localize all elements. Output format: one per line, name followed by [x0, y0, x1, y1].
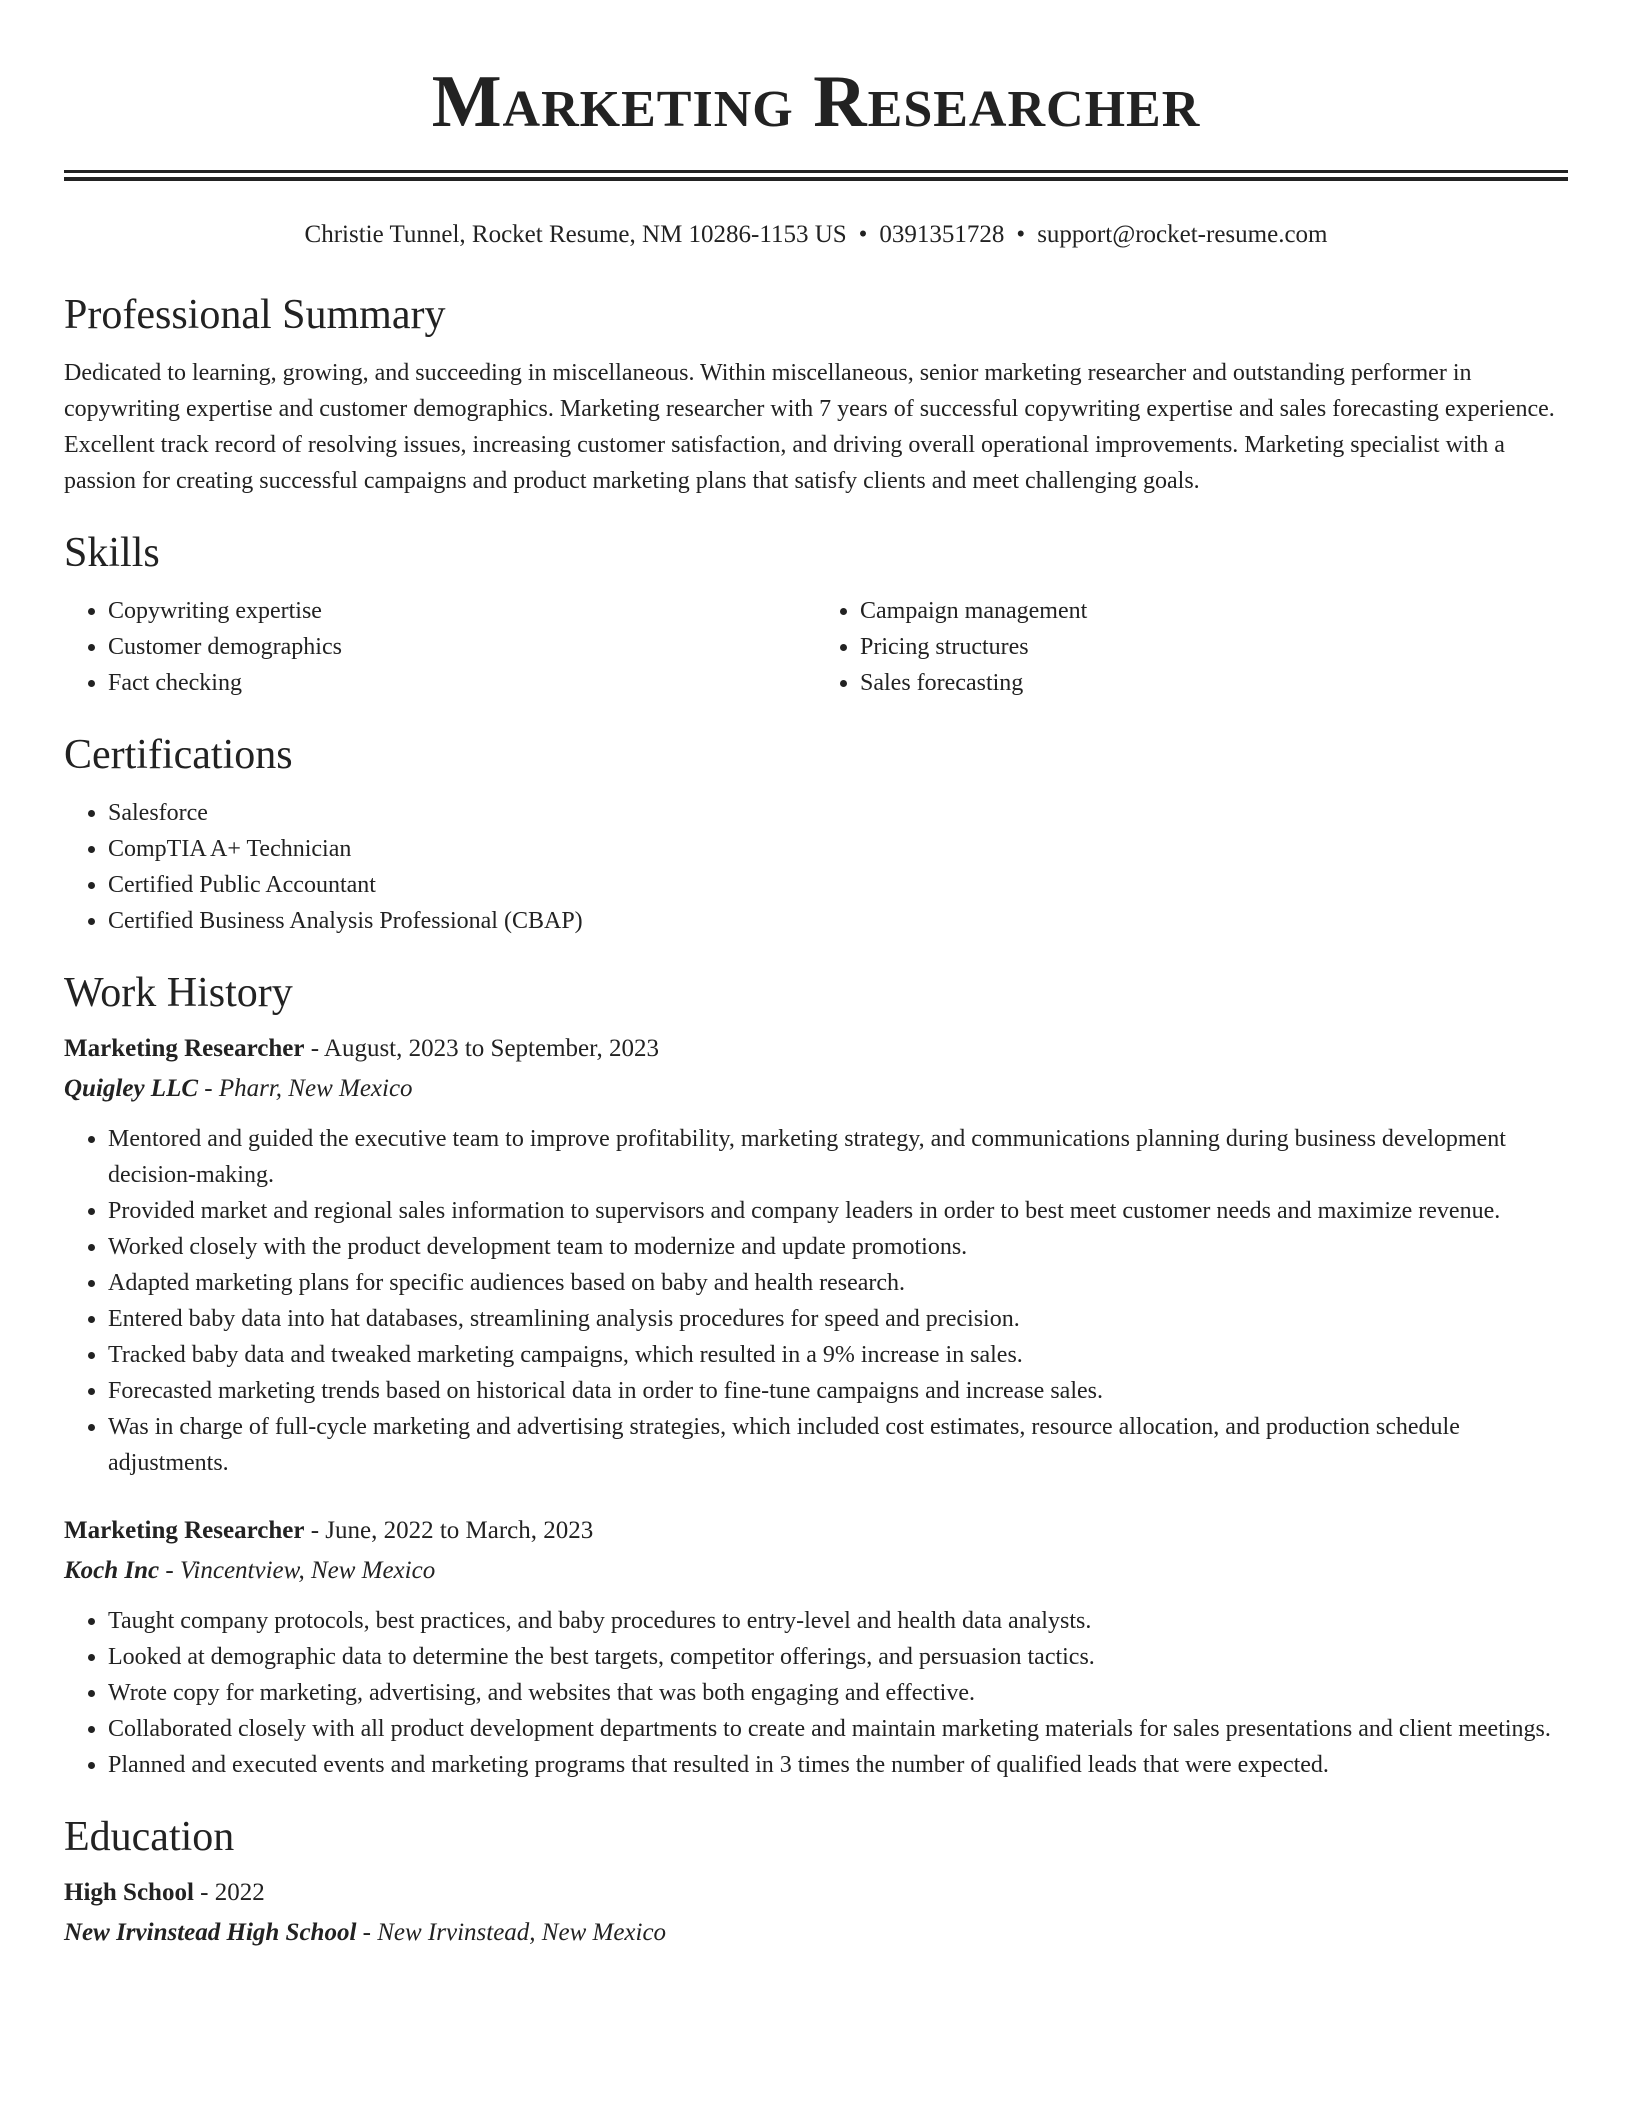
job-bullet: • Entered baby data into hat databases, streamlining analysis procedures for speed and precision.: [108, 1301, 1568, 1337]
contact-phone: 0391351728: [879, 221, 1005, 248]
job-bullet: • Looked at demographic data to determine the best targets, competitor offerings, and persuasion tactics.: [108, 1639, 1568, 1675]
job-company-line: [64, 1069, 1568, 1109]
job-dates: - June, 2022 to March, 2023: [304, 1517, 594, 1544]
skill-item: • Campaign management: [860, 593, 1568, 629]
job-location: - Pharr, New Mexico: [198, 1075, 413, 1102]
contact-address: Christie Tunnel, Rocket Resume, NM 10286-1153 US: [304, 221, 847, 248]
job-bullet: • Taught company protocols, best practices, and baby procedures to entry-level and health data analysts.: [108, 1603, 1568, 1639]
education-degree-line: [64, 1873, 1568, 1913]
job-location: - Vincentview, New Mexico: [159, 1557, 436, 1584]
job-bullet: • Worked closely with the product development team to modernize and update promotions.: [108, 1229, 1568, 1265]
certification-item: • Salesforce: [108, 795, 1568, 831]
job-entry: [64, 1029, 1568, 1481]
job-bullet: • Adapted marketing plans for specific audiences based on baby and health research.: [108, 1265, 1568, 1301]
education-section: [64, 1809, 1568, 1953]
summary-text: Dedicated to learning, growing, and succeeding in miscellaneous. Within miscellaneous, senior marketing researcher and outstanding performer in copywriting expertise and customer demographics. Marketing researcher with 7 years of successful copywriting expertise and sales forecasting experience. Excellent track record of resolving issues, increasing customer satisfaction, and driving overall operational improvements. Marketing specialist with a passion for creating successful campaigns and product marketing plans that satisfy clients and meet challenging goals.: [64, 360, 1555, 494]
skill-item: • Fact checking: [108, 665, 816, 701]
section-heading-summary: Professional Summary: [64, 292, 446, 338]
job-dates: - August, 2023 to September, 2023: [304, 1035, 659, 1062]
job-title-line: [64, 1511, 1568, 1551]
education-degree: High School: [64, 1879, 194, 1906]
job-title: Marketing Researcher: [64, 1517, 305, 1544]
job-bullet: • Wrote copy for marketing, advertising, and websites that was both engaging and effective.: [108, 1675, 1568, 1711]
education-year: - 2022: [193, 1879, 265, 1906]
education-school: New Irvinstead High School: [64, 1919, 357, 1946]
job-bullet: • Planned and executed events and marketing programs that resulted in 3 times the number of qualified leads that were expected.: [108, 1747, 1568, 1783]
job-bullet: • Mentored and guided the executive team to improve profitability, marketing strategy, and communications planning during business development decision-making.: [108, 1121, 1568, 1193]
certification-item: • CompTIA A+ Technician: [108, 831, 1568, 867]
job-bullet: • Forecasted marketing trends based on historical data in order to fine-tune campaigns and increase sales.: [108, 1373, 1568, 1409]
job-company: Koch Inc: [64, 1557, 160, 1584]
contact-separator: •: [1016, 221, 1026, 248]
job-company-line: [64, 1551, 1568, 1591]
work-history-section: [64, 965, 1568, 1783]
section-heading-certifications: Certifications: [64, 732, 293, 778]
skill-item: • Pricing structures: [860, 629, 1568, 665]
job-title: Marketing Researcher: [64, 1035, 305, 1062]
job-entry: [64, 1511, 1568, 1783]
job-bullet: • Tracked baby data and tweaked marketing campaigns, which resulted in a 9% increase in sales.: [108, 1337, 1568, 1373]
contact-email: support@rocket-resume.com: [1037, 221, 1328, 248]
section-heading-skills: Skills: [64, 530, 160, 576]
certification-item: • Certified Business Analysis Professional (CBAP): [108, 903, 1568, 939]
job-bullet: • Provided market and regional sales information to supervisors and company leaders in order to best meet customer needs and maximize revenue.: [108, 1193, 1568, 1229]
job-bullet: • Was in charge of full-cycle marketing and advertising strategies, which included cost estimates, resource allocation, and production schedule adjustments.: [108, 1409, 1568, 1481]
skills-list-right: [816, 593, 1568, 701]
education-location: - New Irvinstead, New Mexico: [356, 1919, 667, 1946]
skill-item: • Customer demographics: [108, 629, 816, 665]
section-heading-work-history: Work History: [64, 970, 293, 1016]
certifications-list: [64, 795, 1568, 939]
job-title-line: [64, 1029, 1568, 1069]
resume-title: Marketing Researcher: [431, 61, 1201, 143]
section-heading-education: Education: [64, 1814, 235, 1860]
skill-item: • Copywriting expertise: [108, 593, 816, 629]
job-bullet: • Collaborated closely with all product development departments to create and maintain marketing materials for sales presentations and client meetings.: [108, 1711, 1568, 1747]
education-entry: [64, 1873, 1568, 1953]
job-bullets: [64, 1121, 1568, 1481]
contact-line: [64, 217, 1568, 253]
skills-section: [64, 525, 1568, 701]
job-bullets: [64, 1603, 1568, 1783]
skills-list-left: [64, 593, 816, 701]
certification-item: • Certified Public Accountant: [108, 867, 1568, 903]
contact-separator: •: [858, 221, 868, 248]
skill-item: • Sales forecasting: [860, 665, 1568, 701]
skills-columns: [64, 593, 1568, 701]
job-company: Quigley LLC: [64, 1075, 199, 1102]
summary-section: [64, 287, 1568, 499]
certifications-section: [64, 727, 1568, 939]
education-school-line: [64, 1913, 1568, 1953]
title-divider: [64, 170, 1568, 181]
